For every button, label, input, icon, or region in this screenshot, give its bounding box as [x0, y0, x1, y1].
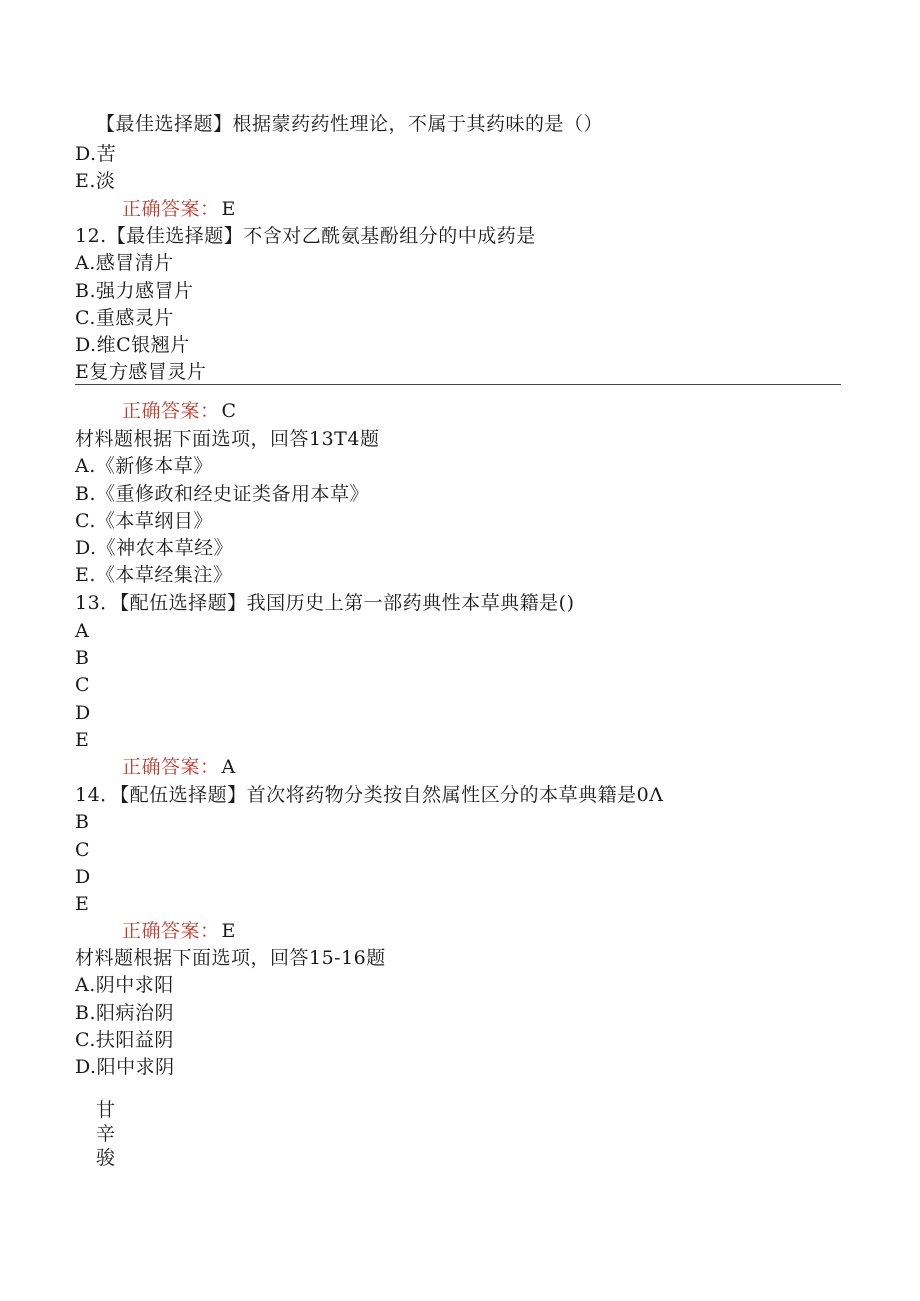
material1-option-c: C.《本草纲目》	[75, 510, 213, 532]
answer-value: E	[221, 198, 236, 220]
q13-option-a: A	[75, 620, 90, 642]
intro-option-e: E.淡	[75, 170, 116, 192]
answer-value: C	[221, 400, 237, 422]
answer-label: 正确答案：	[122, 400, 220, 422]
q12-option-e: E复方感冒灵片	[75, 361, 207, 383]
material1-option-d: D.《神农本草经》	[75, 537, 234, 559]
q12-answer	[122, 399, 237, 423]
horizontal-divider	[75, 384, 841, 385]
trailing-char: 骏	[96, 1147, 116, 1169]
material1-option-e: E.《本草经集注》	[75, 564, 233, 586]
q12-option-c: C.重感灵片	[75, 307, 174, 329]
q14-answer	[122, 919, 236, 943]
q13-option-b: B	[75, 647, 90, 669]
q12-option-b: B.强力感冒片	[75, 280, 194, 302]
trailing-char: 甘	[96, 1099, 116, 1121]
trailing-characters	[96, 1098, 115, 1170]
intro-answer	[122, 197, 236, 221]
material2-stem: 材料题根据下面选项，回答15-16题	[75, 947, 386, 969]
intro-option-d: D.苦	[75, 143, 117, 165]
answer-label: 正确答案：	[122, 920, 220, 942]
q13-option-d: D	[75, 702, 91, 724]
answer-value: A	[221, 756, 236, 778]
q13-option-e: E	[75, 729, 90, 751]
trailing-char: 辛	[96, 1123, 116, 1145]
material1-option-b: B.《重修政和经史证类备用本草》	[75, 483, 370, 505]
q13-answer	[122, 755, 236, 779]
q12-option-a: A.感冒清片	[75, 252, 174, 274]
q12-stem: 12.【最佳选择题】不含对乙酰氨基酚组分的中成药是	[75, 225, 536, 247]
intro-stem: 【最佳选择题】根据蒙药药性理论，不属于其药味的是（）	[96, 113, 604, 135]
q14-option-d: D	[75, 866, 91, 888]
material2-option-d: D.阳中求阴	[75, 1056, 175, 1078]
answer-value: E	[221, 920, 236, 942]
q14-option-b: B	[75, 811, 90, 833]
answer-label: 正确答案：	[122, 756, 220, 778]
q14-option-e: E	[75, 893, 90, 915]
material1-option-a: A.《新修本草》	[75, 455, 213, 477]
material1-stem: 材料题根据下面选项，回答13T4题	[75, 428, 380, 450]
q13-stem: 13．【配伍选择题】我国历史上第一部药典性本草典籍是()	[75, 592, 575, 614]
material2-option-a: A.阴中求阳	[75, 974, 174, 996]
q13-option-c: C	[75, 674, 91, 696]
q14-option-c: C	[75, 839, 91, 861]
material2-option-c: C.扶阳益阴	[75, 1029, 174, 1051]
q12-option-d: D.维C银翘片	[75, 334, 190, 356]
material2-option-b: B.阳病治阴	[75, 1002, 175, 1024]
q14-stem: 14．【配伍选择题】首次将药物分类按自然属性区分的本草典籍是0Λ	[75, 784, 664, 806]
answer-label: 正确答案：	[122, 198, 220, 220]
